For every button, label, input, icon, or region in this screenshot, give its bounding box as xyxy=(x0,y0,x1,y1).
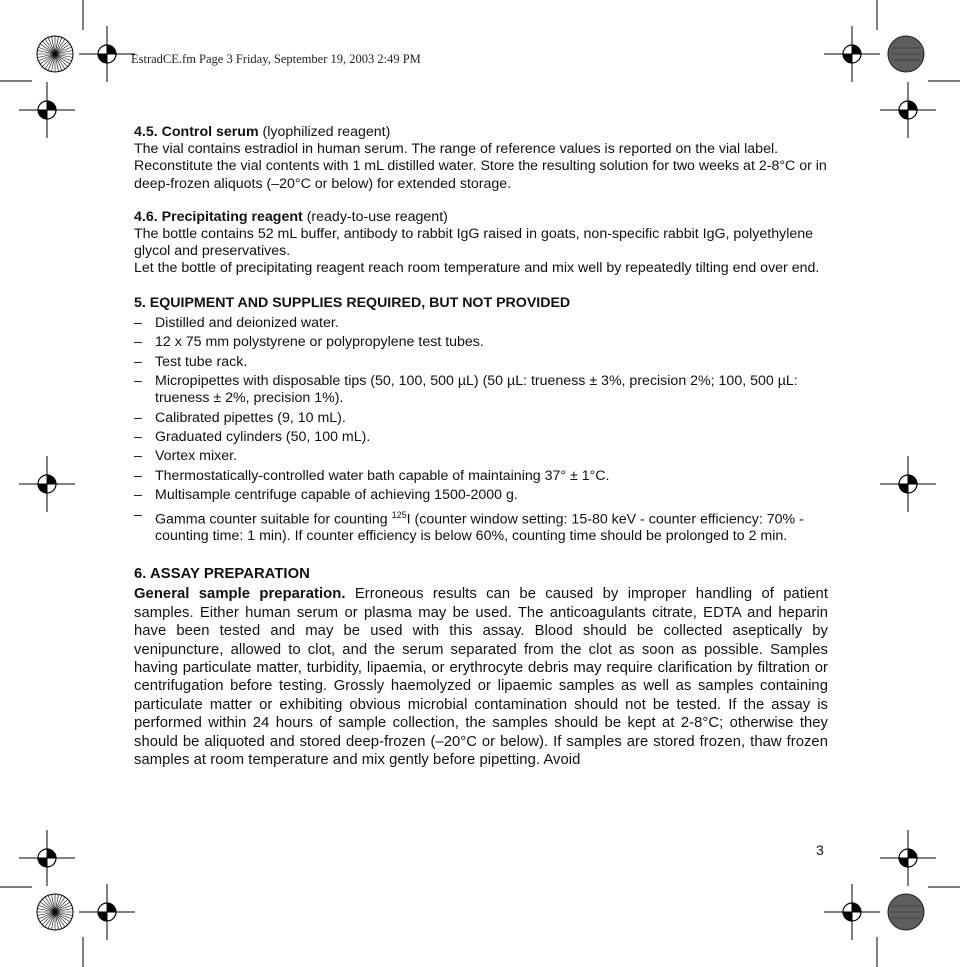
page-number: 3 xyxy=(816,842,824,858)
section-qualifier: (ready-to-use reagent) xyxy=(306,208,448,225)
list-item: – Multisample centrifuge capable of achieving 1500-2000 g. xyxy=(134,487,828,504)
paragraph: The vial contains estradiol in human serum. The range of reference values is reported on the vial label. xyxy=(134,141,779,158)
section-title: 5. EQUIPMENT AND SUPPLIES REQUIRED, BUT NOT PROVIDED xyxy=(134,294,571,311)
section-4-5-control-serum xyxy=(134,124,828,193)
list-item: – 12 x 75 mm polystyrene or polypropylene test tubes. xyxy=(134,334,828,351)
paragraph: The bottle contains 52 mL buffer, antibody to rabbit IgG raised in goats, non-specific rabbit IgG, polyethylene glycol and preservatives. xyxy=(134,226,814,260)
section-qualifier: (lyophilized reagent) xyxy=(262,124,391,140)
section-heading xyxy=(134,209,828,226)
isotope-superscript: 125 xyxy=(391,509,407,520)
list-item: – Vortex mixer. xyxy=(134,448,828,465)
list-item: – Test tube rack. xyxy=(134,354,828,371)
section-title: Precipitating reagent xyxy=(161,208,303,225)
list-item: – Thermostatically-controlled water bath capable of maintaining 37° ± 1°C. xyxy=(134,468,828,485)
equipment-list xyxy=(134,315,828,546)
section-6-assay-preparation xyxy=(134,565,828,769)
list-item: – Gamma counter suitable for counting $^{125}$I (counter window setting: 15-80 keV - counter efficiency: 70% - counting time: 1 min). If counter efficiency is below 60%, counting time should be prolonged to 2 min. xyxy=(134,507,828,546)
section-number: 4.6. xyxy=(134,208,158,225)
list-item: – Distilled and deionized water. xyxy=(134,315,828,332)
list-item: – Graduated cylinders (50, 100 mL). xyxy=(134,429,828,446)
section-5-equipment xyxy=(134,295,828,546)
section-heading xyxy=(134,124,828,141)
run-in-heading: General sample preparation. xyxy=(134,586,346,603)
section-4-6-precipitating-reagent xyxy=(134,209,828,278)
paragraph: Reconstitute the vial contents with 1 mL distilled water. Store the resulting solution for two weeks at 2-8°C or in deep-frozen aliquots (–20°C or below) for extended storage. xyxy=(134,158,827,192)
document-body xyxy=(134,124,828,769)
list-item: – Calibrated pipettes (9, 10 mL). xyxy=(134,410,828,427)
section-title: Control serum xyxy=(161,124,259,140)
section-title: 6. ASSAY PREPARATION xyxy=(134,565,310,582)
paragraph: General sample preparation. Erroneous results can be caused by improper handling of patient samples. Either human serum or plasma may be used. The anticoagulants citrate, EDTA and heparin have been tested and may be used with this assay. Blood should be collected aseptically by venipuncture, allowed to clot, and the serum separated from the clot as soon as possible. Samples having particulate matter, turbidity, lipaemia, or erythrocyte debris may require clarification by filtration or centrifugation before testing. Grossly haemolyzed or lipaemic samples as well as samples containing particulate matter or exhibiting obvious microbial contamination should not be tested. If the assay is performed within 24 hours of sample collection, the samples should be kept at 2-8°C; otherwise they should be aliquoted and stored deep-frozen (–20°C or below). If samples are stored frozen, thaw frozen samples at room temperature and mix gently before pipetting. Avoid xyxy=(134,586,828,768)
paragraph: Let the bottle of precipitating reagent reach room temperature and mix well by repeatedly tilting end over end. xyxy=(134,260,820,277)
section-number: 4.5. xyxy=(134,124,158,140)
page-header: EstradCE.fm Page 3 Friday, September 19, 2003 2:49 PM xyxy=(131,52,421,66)
list-item: – Micropipettes with disposable tips (50, 100, 500 µL) (50 µL: trueness ± 3%, precision 2%; 100, 500 µL: trueness ± 2%, precision 1%). xyxy=(134,373,828,407)
